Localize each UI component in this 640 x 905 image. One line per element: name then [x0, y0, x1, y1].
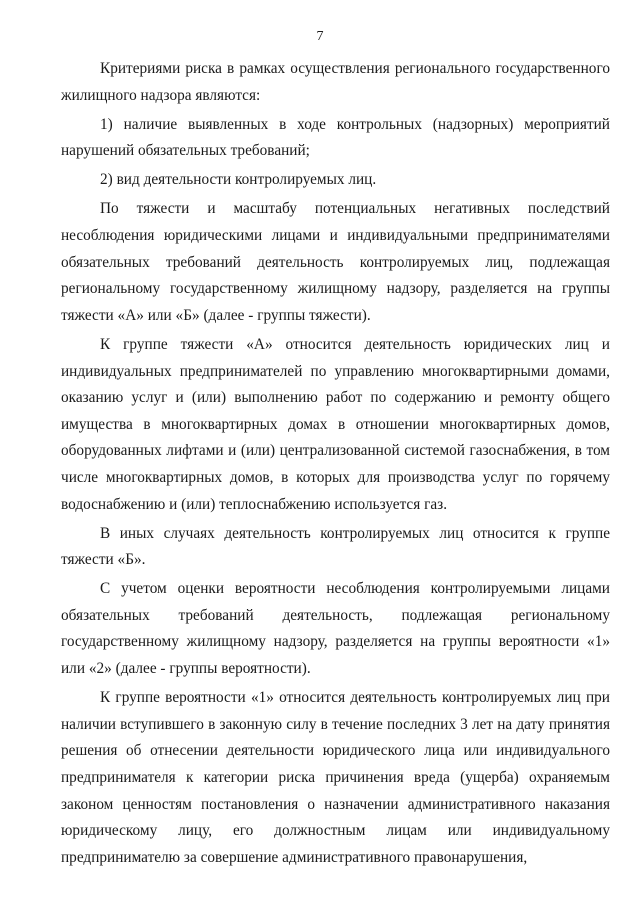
paragraph-severity-groups: По тяжести и масштабу потенциальных негативных последствий несоблюдения юридическими лицами и индивидуальными предпринимателями обязательных требований деятельность контролируемых лиц, подлежащая региональному государственному жилищному надзору, разделяется на группы тяжести «А» или «Б» (далее - группы тяжести). — [61, 200, 610, 324]
paragraph-severity-group-a: К группе тяжести «А» относится деятельность юридических лиц и индивидуальных предпринимателей по управлению многоквартирными домами, оказанию услуг и (или) выполнению работ по содержанию и ремонту общего имущества в многоквартирных домах в отношении многоквартирных домов, оборудованных лифтами и (или) централизованной системой газоснабжения, в том числе многоквартирных домов, в которых для производства услуг по горячему водоснабжению и (или) теплоснабжению используется газ. — [61, 335, 610, 513]
paragraph-probability-groups: С учетом оценки вероятности несоблюдения контролируемыми лицами обязательных требований деятельность, подлежащая региональному государственному жилищному надзору, разделяется на группы вероятности «1» или «2» (далее - группы вероятности). — [61, 580, 610, 678]
paragraph-severity-group-b: В иных случаях деятельность контролируемых лиц относится к группе тяжести «Б». — [61, 524, 610, 569]
paragraph-criterion-1: 1) наличие выявленных в ходе контрольных (надзорных) мероприятий нарушений обязательных требований; — [61, 115, 610, 160]
paragraph-risk-criteria-intro: Критериями риска в рамках осуществления регионального государственного жилищного надзора являются: — [61, 60, 610, 104]
page-number: 7 — [316, 29, 324, 44]
paragraph-probability-group-1: К группе вероятности «1» относится деятельность контролируемых лиц при наличии вступившего в законную силу в течение последних 3 лет на дату принятия решения об отнесении деятельности юридического лица или индивидуального предпринимателя к категории риска причинения вреда (ущерба) охраняемым законом ценностям постановления о назначении административного наказания юридическому лицу, его должностным лицам или индивидуальному предпринимателю за совершение административного правонарушения, — [61, 689, 610, 866]
paragraph-criterion-2: 2) вид деятельности контролируемых лиц. — [100, 171, 377, 189]
document-body — [61, 56, 610, 874]
